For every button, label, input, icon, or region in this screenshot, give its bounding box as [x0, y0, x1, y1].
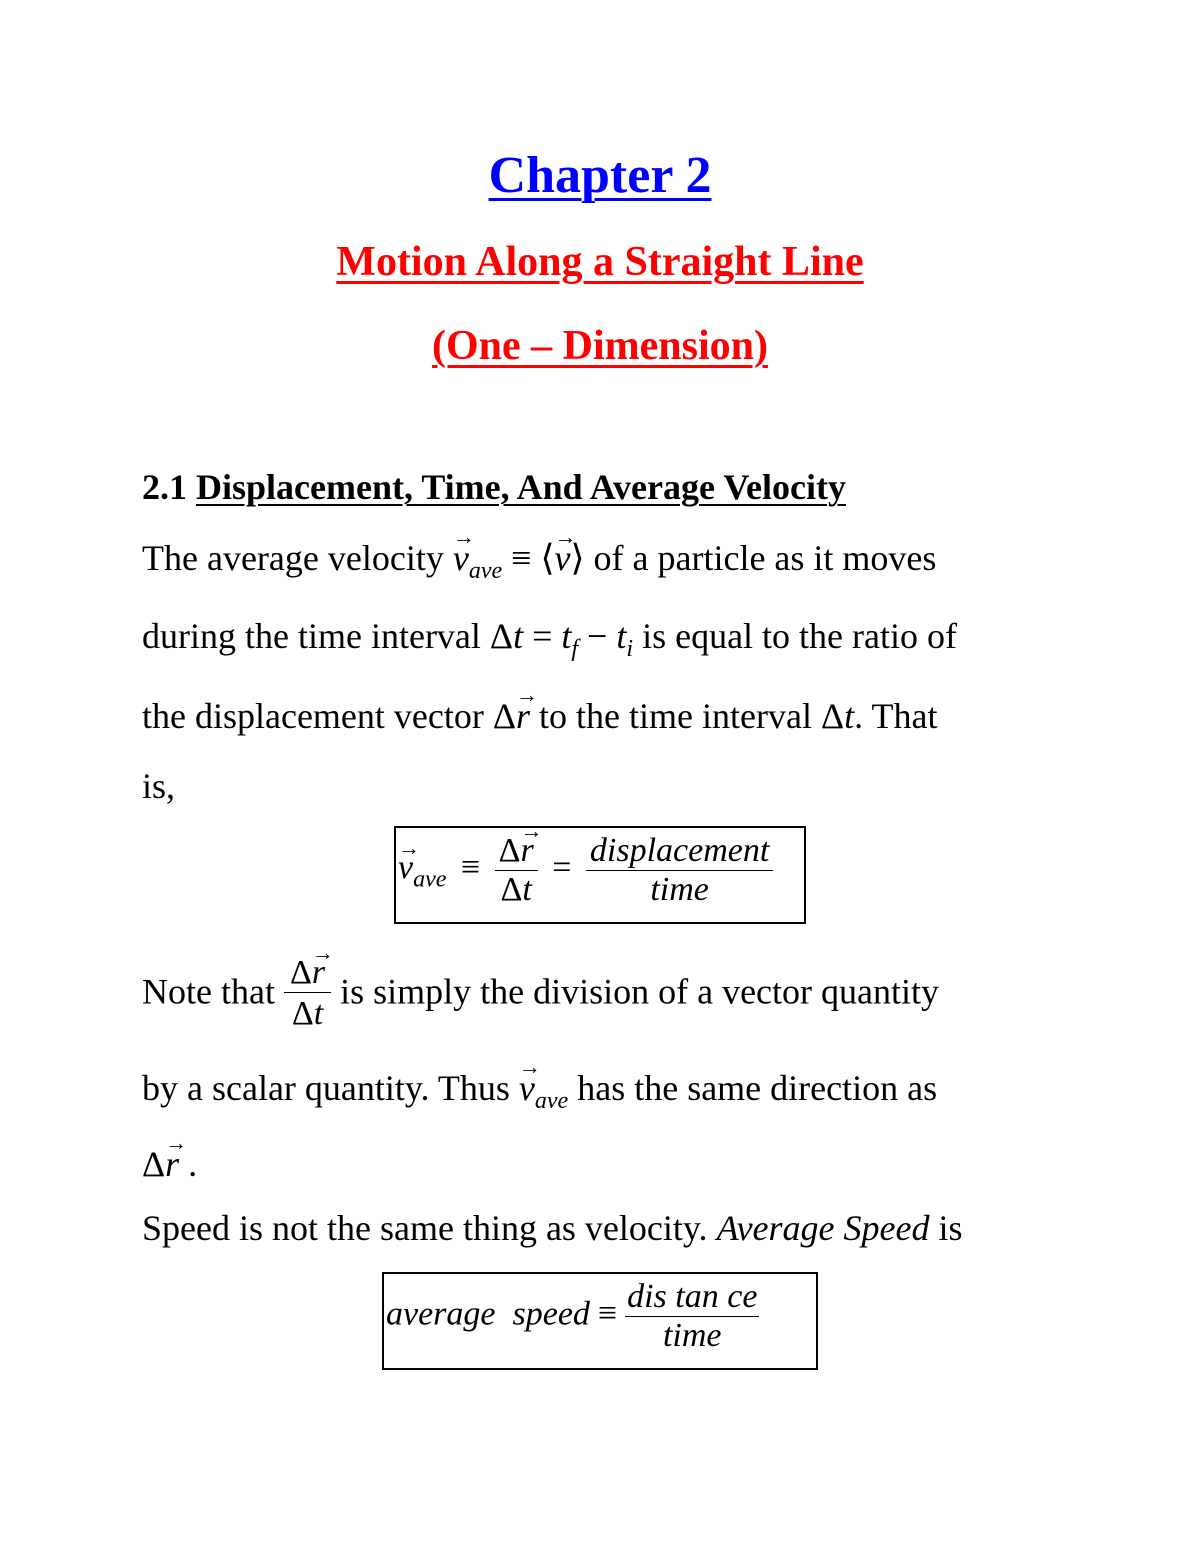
paragraph-line: [142, 952, 939, 1031]
text-run: has the same direction as: [568, 1068, 938, 1108]
text-run: . That: [854, 696, 938, 736]
text-run: is simply the division of a vector quantity: [331, 971, 939, 1012]
text-run: by a scalar quantity. Thus: [142, 1068, 519, 1108]
paragraph-line: is,: [142, 766, 176, 806]
formula-average-velocity: → $v_{ave}$ ≡ $\frac{\Delta\to r}{\Delta t}$ = $\frac{\text{displacement}}{\text{time}}$: [398, 832, 773, 909]
text-run: to the time interval: [530, 696, 821, 736]
math-v-ave: → $v_{ave}$ ≡ ⟨→ v⟩: [453, 538, 585, 578]
math-delta-r: Δ→ r: [493, 696, 530, 736]
chapter-subtitle-dimension: (One – Dimension): [432, 323, 768, 369]
math-delta-t: Δt: [820, 696, 855, 736]
text-run: Note that: [142, 971, 284, 1012]
paragraph-line: [142, 698, 937, 734]
text-run: during the time interval: [142, 616, 490, 656]
fraction-delta-r-over-delta-t: $\frac{\Delta\to r}{\Delta t}$: [284, 952, 331, 1031]
math-v-ave: → $v_{ave}$: [519, 1068, 568, 1108]
math-delta-t: $\Delta t = t_f - t_i$: [489, 616, 634, 662]
paragraph-line: [142, 618, 957, 661]
section-number: 2.1: [142, 467, 187, 507]
paragraph-line: [142, 540, 936, 583]
text-run-emphasis: Average Speed: [716, 1208, 930, 1248]
text-run: of a particle as it moves: [584, 538, 937, 578]
fraction-distance-over-time: $\frac{\text{dis tan ce}}{\text{time}}$: [627, 1278, 758, 1354]
text-run: the displacement vector: [142, 696, 493, 736]
section-title: Displacement, Time, And Average Velocity: [196, 467, 846, 507]
paragraph-line: [142, 1146, 197, 1182]
text-run: is: [929, 1208, 963, 1248]
text-run: is equal to the ratio of: [633, 616, 957, 656]
text-run: The average velocity: [142, 538, 453, 578]
section-heading: [142, 466, 846, 508]
text-run: Speed is not the same thing as velocity.: [142, 1208, 717, 1248]
paragraph-line: [142, 1210, 962, 1246]
paragraph-line: [142, 1070, 937, 1113]
formula-average-speed: average speed ≡ $\frac{\text{dis tan ce}}{\text{time}}$: [386, 1278, 758, 1354]
fraction-displacement-over-time: $\frac{\text{displacement}}{\text{time}}$: [586, 832, 773, 909]
chapter-title: Chapter 2: [488, 147, 712, 204]
text-run: .: [188, 1144, 198, 1184]
fraction-delta-r-over-delta-t: $\frac{\Delta\to r}{\Delta t}$: [495, 832, 538, 909]
math-delta-r: Δ→ r: [142, 1144, 179, 1184]
chapter-subtitle: Motion Along a Straight Line: [336, 239, 864, 285]
formula-lhs: average speed: [386, 1295, 590, 1333]
